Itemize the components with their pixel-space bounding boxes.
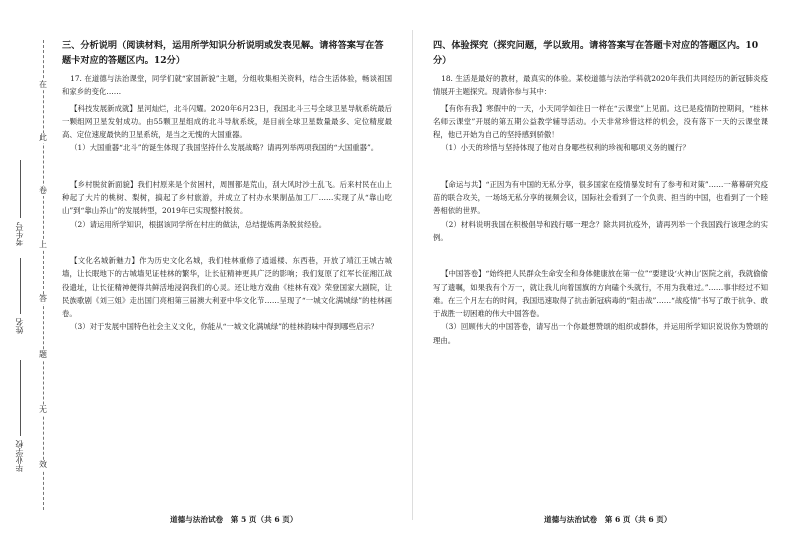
material-rural: 【乡村脱贫新面貌】我们村原来是个贫困村，周围都是荒山，刮大风时沙土乱飞。后来村民在山上种起了大片的桃树、梨树，搞起了乡村旅游，并成立了村办水果制品加工厂……实现了从“靠山吃山”到“靠山养山”的发展转型，2019年已实现整村脱贫。 (62, 179, 392, 216)
binding-char: 上 (36, 240, 50, 250)
binding-char: 答 (36, 294, 50, 304)
binding-dashed-line (43, 40, 44, 510)
binding-char: 卷 (36, 186, 50, 196)
binding-char: 在 (36, 80, 50, 90)
question-17-3: （3）对于发展中国特色社会主义文化，你能从“一城文化满城绿”的桂林韵味中得到哪些启示？ (70, 322, 379, 332)
page-6-footer: 道德与法治试卷 第 6 页（共 6 页） (544, 515, 672, 524)
material-you-and-me: 【有你有我】寒假中的一天，小天同学如往日一样在“云课堂”上见面。这已是疫情防控期间，“桂林名师云课堂”开展的第五期公益教学辅导活动。小天非常珍惜这样的机会，没有落下一天的云课堂课程，他已开始为自己的坚持感到骄傲！ (433, 103, 768, 140)
page-5 (62, 38, 392, 508)
question-18-intro: 18. 生活是最好的教材，最真实的体验。某校道德与法治学科就2020年我们共同经历的新冠肺炎疫情展开主题探究。现请你参与其中： (433, 74, 768, 97)
page-6 (433, 38, 768, 508)
binding-char: 题 (36, 350, 50, 360)
binding-char: 此 (36, 133, 50, 143)
school-label: 毕业学校 (15, 440, 24, 472)
name-blank[interactable] (20, 258, 21, 314)
name-label: 姓名 (15, 318, 24, 334)
material-tech: 【科技发展新成就】星河灿烂，北斗闪耀。2020年6月23日，我国北斗三号全球卫星导航系统最后一颗组网卫星发射成功。由55颗卫星组成的北斗导航系统，是目前全球卫星数量最多、定位精度最高、定位速度最快的卫星系统，是当之无愧的大国重器。 (62, 103, 392, 140)
question-17-intro: 17. 在道德与法治课堂，同学们就“家国新貌”主题，分组收集相关资料，结合生活体验，畅谈祖国和家乡的变化…… (62, 74, 392, 97)
candidate-number-label: 考生号 (15, 222, 24, 246)
material-china-answer: 【中国答卷】“始终把人民群众生命安全和身体健康放在第一位”“要建设‘火神山’医院之前，我就偷偷写了遗嘱，如果我有个万一，就让我儿向着国旗的方向磕个头就行，不用为我难过。”……事非经过不知难。在三个月左右的时间，我国迅速取得了抗击新冠病毒的“阻击战”……“战疫情”书写了敢于抗争、敢于战胜一切困难的伟大中国答卷。 (433, 269, 768, 319)
section-three-title: 三、分析说明（阅读材料，运用所学知识分析说明或发表见解。请将答案写在答题卡对应的答题区内。12分） (62, 40, 384, 66)
page-divider (412, 30, 413, 520)
page-5-footer: 道德与法治试卷 第 5 页（共 6 页） (170, 515, 298, 524)
material-culture: 【文化名城新魅力】作为历史文化名城，我们桂林重修了逍遥楼、东西巷，开放了靖江王城古城墙，让长眠地下的古城墙见证桂林的繁华，让长征精神更具广泛的影响；我们复原了红军长征湘江战役遗址，让长征精神便得共鲜活地浸润我们的心灵。还让地方戏曲《桂林有戏》荣登国家大剧院，让民族歌剧《刘三姐》走出国门亮相第三届澳大利亚中华文化节……呈现了“一城文化满城绿”的桂林画卷。 (62, 255, 392, 319)
question-17-2: （2）请运用所学知识，根据该同学所在村庄的做法，总结提炼两条脱贫经验。 (70, 219, 327, 229)
school-blank[interactable] (20, 360, 21, 436)
question-18-1: （1）小天的珍惜与坚持体现了他对自身哪些权利的珍视和哪项义务的履行？ (441, 143, 690, 153)
question-18-2: （2）材料说明我国在积极倡导和践行哪一理念？除共同抗疫外，请再列举一个我国践行该理念的实例。 (433, 219, 768, 242)
candidate-number-blank[interactable] (20, 160, 21, 218)
question-18-3: （3）回顾伟大的中国答卷，请写出一个你最想赞颂的组织或群体，并运用所学知识说说你为赞颂的理由。 (433, 322, 768, 345)
binding-char: 无 (36, 405, 50, 415)
binding-char: 效 (36, 460, 50, 470)
question-17-1: （1）大国重器“北斗”的诞生体现了我国坚持什么发展战略？请再列举两项我国的“大国重器”。 (70, 143, 379, 153)
material-shared-future: 【命运与共】“正因为有中国的无私分享，很多国家在疫情暴发时有了参考和对策”……一幕幕研究疫苗的联合攻关，一场场无私分享的视频会议，国际社会看到了一个负责、担当的中国，也看到了一个睦善相依的世界。 (433, 179, 768, 216)
section-four-title: 四、体验探究（探究问题，学以致用。请将答案写在答题卡对应的答题区内。10分） (433, 40, 759, 66)
